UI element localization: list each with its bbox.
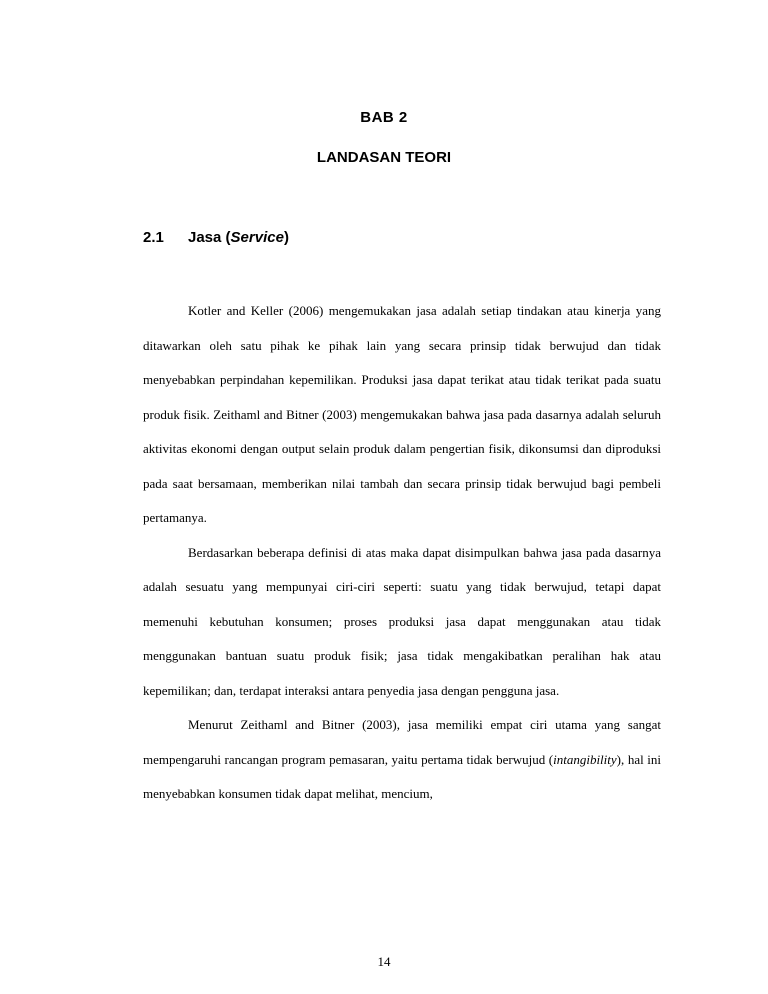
paragraph-3-italic-term: intangibility [553,751,617,767]
section-title-italic: Service [230,229,284,246]
chapter-title: LANDASAN TEORI [316,149,452,166]
section-title-suffix: ) [283,229,289,246]
paragraph-2: Berdasarkan beberapa definisi di atas maka dapat disimpulkan bahwa jasa pada dasarnya adalah sesuatu yang mempunyai ciri-ciri seperti: suatu yang tidak berwujud, tetapi dapat memenuhi kebutuhan konsumen; proses produksi jasa dapat menggunakan atau tidak menggunakan bantuan suatu produk fisik; jasa tidak mengakibatkan peralihan hak atau kepemilikan; dan, terdapat interaksi antara penyedia jasa dengan pengguna jasa. [143,544,661,698]
section-title-prefix: Jasa ( [188,229,231,246]
page-number: 14 [377,954,391,969]
section-number: 2.1 [143,229,164,246]
paragraph-1: Kotler and Keller (2006) mengemukakan jasa adalah setiap tindakan atau kinerja yang ditawarkan oleh satu pihak ke pihak lain yang secara prinsip tidak berwujud dan tidak menyebabkan perpindahan kepemilikan. Produksi jasa dapat terikat atau tidak terikat pada suatu produk fisik. Zeithaml and Bitner (2003) mengemukakan bahwa jasa pada dasarnya adalah seluruh aktivitas ekonomi dengan output selain produk dalam pengertian fisik, dikonsumsi dan diproduksi pada saat bersamaan, memberikan nilai tambah dan secara prinsip tidak berwujud bagi pembeli pertamanya. [143,303,661,525]
chapter-label: BAB 2 [360,109,408,126]
section-heading [143,229,289,246]
paragraph-3 [143,708,661,812]
paragraph-3-text-after: ), hal ini menyebabkan konsumen tidak dapat melihat, mencium, [143,751,661,801]
paragraph-3-text-before: Menurut Zeithaml and Bitner (2003), jasa memiliki empat ciri utama yang sangat mempengaruhi rancangan program pemasaran, yaitu pertama tidak berwujud ( [143,717,661,767]
body-text [143,294,661,812]
